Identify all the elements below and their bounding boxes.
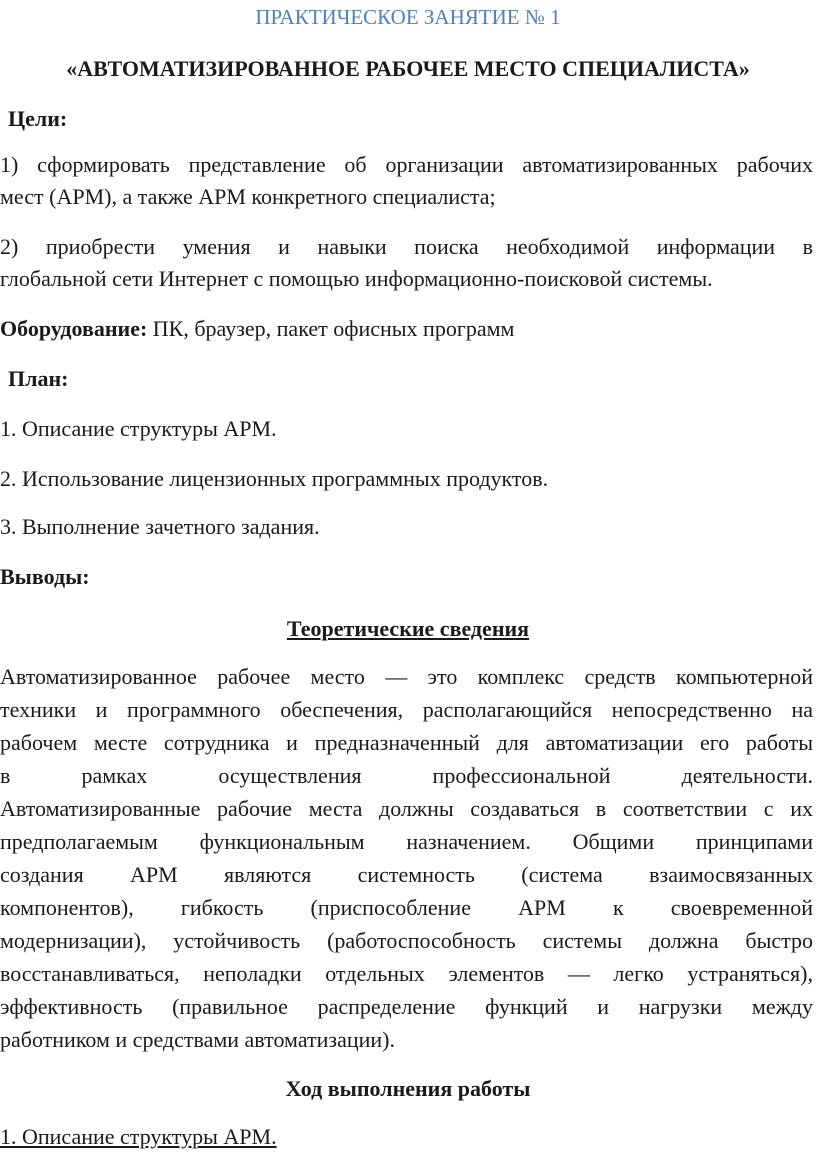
plan-item-2: 2. Использование лицензионных программных продуктов. [0, 466, 549, 491]
theory-line: создания АРМ являются системность (система взаимосвязанных [0, 862, 813, 887]
theory-line: Автоматизированные рабочие места должны создаваться в соответствии с их [0, 796, 813, 821]
goal1-line1: 1) сформировать представление об организации автоматизированных рабочих [0, 152, 813, 177]
plan-item-1: 1. Описание структуры АРМ. [0, 416, 277, 441]
theory-line: рабочем месте сотрудника и предназначенный для автоматизации его работы [0, 730, 813, 755]
goal2-line1: 2) приобрести умения и навыки поиска необходимой информации в [0, 234, 813, 259]
theory-line: компонентов), гибкость (приспособление АРМ к своевременной [0, 895, 813, 920]
practice-title: ПРАКТИЧЕСКОЕ ЗАНЯТИЕ № 1 [255, 5, 561, 29]
conclusions-heading: Выводы: [0, 564, 90, 589]
plan-heading: План: [8, 366, 69, 391]
theory-line: эффективность (правильное распределение функций и нагрузки между [0, 994, 813, 1019]
theory-line: работником и средствами автоматизации). [0, 1027, 396, 1052]
theory-line: модернизации), устойчивость (работоспособность системы должна быстро [0, 928, 813, 953]
topic-title: «АВТОМАТИЗИРОВАННОЕ РАБОЧЕЕ МЕСТО СПЕЦИАЛИСТА» [66, 56, 750, 81]
theory-line: в рамках осуществления профессиональной деятельности. [0, 763, 813, 788]
goals-heading: Цели: [8, 106, 68, 131]
plan-item-3: 3. Выполнение зачетного задания. [0, 514, 320, 539]
equipment-line [0, 316, 514, 342]
theory-heading: Теоретические сведения [286, 616, 530, 641]
theory-line: техники и программного обеспечения, располагающийся непосредственно на [0, 697, 813, 722]
equipment-value: ПК, браузер, пакет офисных программ [147, 316, 515, 341]
procedure-step-1: 1. Описание структуры АРМ. [0, 1124, 277, 1149]
goal1-line2: мест (АРМ), а также АРМ конкретного специалиста; [0, 184, 496, 209]
theory-line: восстанавливаться, неполадки отдельных элементов — легко устраняться), [0, 961, 813, 986]
theory-line: предполагаемым функциональным назначением. Общими принципами [0, 829, 813, 854]
goal2-line2: глобальной сети Интернет с помощью информационно-поисковой системы. [0, 266, 713, 291]
procedure-heading: Ход выполнения работы [285, 1076, 531, 1101]
equipment-label: Оборудование: [0, 316, 148, 341]
theory-line: Автоматизированное рабочее место — это комплекс средств компьютерной [0, 664, 813, 689]
